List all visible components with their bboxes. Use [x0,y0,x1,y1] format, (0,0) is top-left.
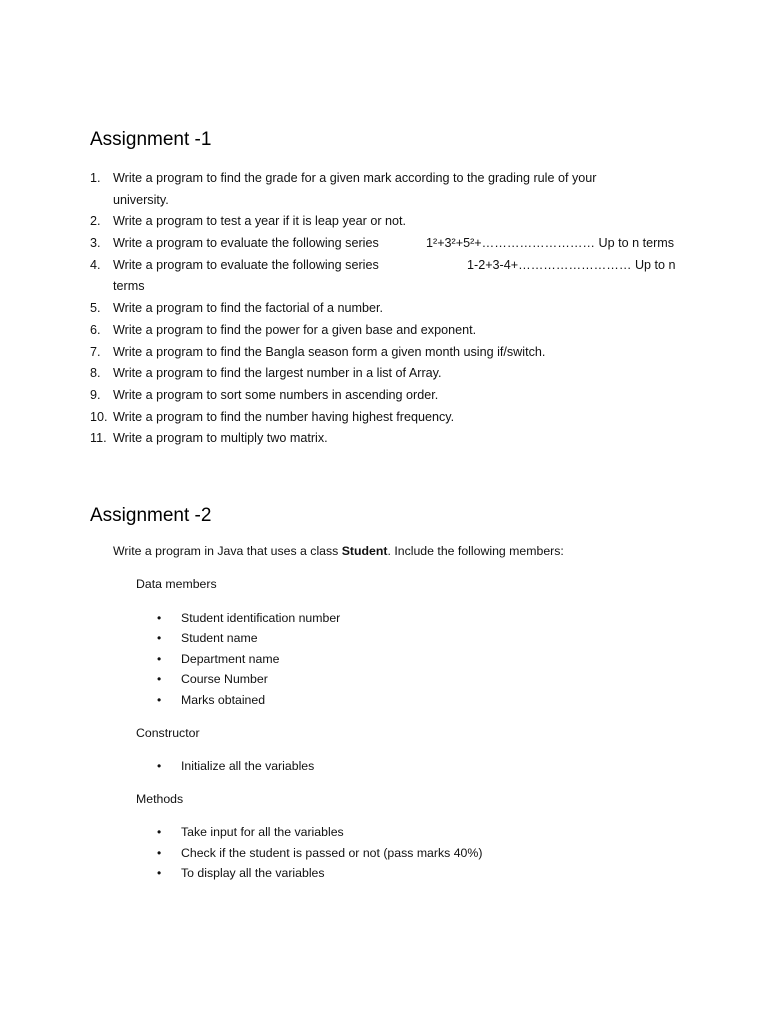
list-item [90,342,690,364]
bullet-icon: • [157,611,162,625]
item-number: 1. [90,171,101,185]
item-number: 6. [90,322,101,337]
item-number: 5. [90,301,101,316]
bullet-text: To display all the variables [181,866,325,880]
item-text: Write a program to sort some numbers in ascending order. [113,387,439,402]
list-item [90,211,690,233]
assignment-1-heading: Assignment -1 [90,129,212,150]
bullet-icon: • [157,652,162,666]
item-text: Write a program to find the factorial of a number. [113,301,383,316]
item-number: 8. [90,366,101,381]
bullet-icon: • [157,825,162,839]
bullet-text: Course Number [181,672,268,686]
intro-text-end: . Include the following members: [387,544,564,558]
list-item [90,320,690,342]
list-item [90,407,690,429]
intro-text: Write a program in Java that uses a class [113,544,342,558]
item-number: 2. [90,214,101,229]
assignment-1-list [90,168,690,450]
item-number: 7. [90,344,101,359]
bullet-text: Check if the student is passed or not (pass marks 40%) [181,846,483,860]
bullet-text: Department name [181,652,280,666]
assignment-2-heading: Assignment -2 [90,505,212,526]
bullet-icon: • [157,693,162,707]
item-number: 10. [90,409,108,424]
bullet-icon: • [157,846,162,860]
bullet-icon: • [157,759,162,773]
item-text: Write a program to test a year if it is leap year or not. [113,214,407,229]
bullet-icon: • [157,631,162,645]
series-formula: 1²+3²+5²+……………………… Up to n terms [426,236,675,251]
bullet-text: Student name [181,631,258,645]
bullet-text: Marks obtained [181,693,266,707]
constructor-label: Constructor [136,726,200,740]
item-text: Write a program to evaluate the following series [113,236,379,251]
item-continuation: terms [113,279,145,294]
item-text: Write a program to find the Bangla season form a given month using if/switch. [113,344,546,359]
item-text: Write a program to find the number having highest frequency. [113,409,455,424]
methods-label: Methods [136,792,184,806]
list-item [90,255,690,298]
item-number: 3. [90,236,101,251]
item-text: Write a program to find the power for a given base and exponent. [113,322,477,337]
data-members-label: Data members [136,577,217,591]
item-number: 4. [90,257,101,272]
item-number: 9. [90,387,101,402]
series-formula: 1-2+3-4+……………………… Up to n [467,257,676,272]
list-item [90,168,690,211]
list-item [90,385,690,407]
bullet-icon: • [157,672,162,686]
item-text: Write a program to multiply two matrix. [113,431,328,446]
bullet-text: Student identification number [181,611,341,625]
bullet-text: Initialize all the variables [181,759,315,773]
bullet-icon: • [157,866,162,880]
list-item [90,428,690,450]
assignment-2-intro [113,544,564,558]
item-continuation: university. [113,192,169,207]
bullet-text: Take input for all the variables [181,825,344,839]
class-name: Student [341,544,388,558]
item-text: Write a program to evaluate the following series [113,257,379,272]
item-text: Write a program to find the grade for a given mark according to the grading rule of your [113,171,597,185]
item-number: 11. [90,431,107,446]
list-item [90,233,690,255]
list-item [90,298,690,320]
list-item [90,363,690,385]
item-text: Write a program to find the largest number in a list of Array. [113,366,442,381]
